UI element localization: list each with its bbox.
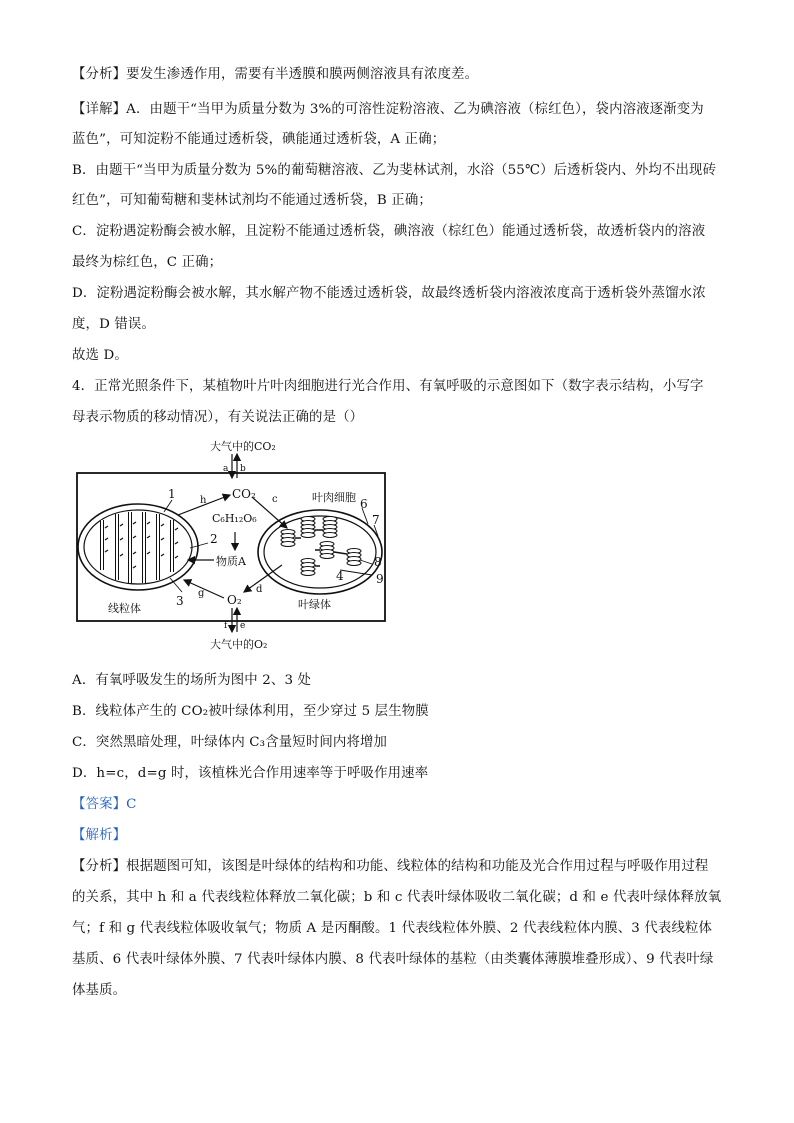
option-d: D．h=c，d=g 时，该植株光合作用速率等于呼吸作用速率 [72,766,429,781]
label-substance-a: 物质A [216,555,246,568]
label-f: f [224,621,228,631]
label-num-3: 3 [176,594,184,608]
label-d: d [256,584,263,595]
explain-line5: 体基质。 [72,983,127,998]
label-mitochondrion: 线粒体 [108,602,141,615]
label-c: c [272,494,278,505]
detail-a-line2: 蓝色”，可知淀粉不能通过透析袋，碘能通过透析袋，A 正确； [72,132,446,147]
granum [323,517,337,538]
chloroplast [258,510,382,594]
label-g: g [198,588,205,599]
explain-line4: 基质、6 代表叶绿体外膜、7 代表叶绿体内膜、8 代表叶绿体的基粒（由类囊体薄膜堆叠形成）、9 代表叶绿 [72,952,714,967]
analysis-text: 【分析】要发生渗透作用，需要有半透膜和膜两侧溶液具有浓度差。 [72,67,479,82]
label-co2: CO₂ [232,487,256,501]
cell-diagram [72,440,392,655]
detail-d-line1: D．淀粉遇淀粉酶会被水解，其水解产物不能透过透析袋，故最终透析袋内溶液浓度高于透析袋外蒸馏水浓 [72,286,706,301]
label-num-7: 7 [372,513,380,527]
granum [281,530,295,547]
label-b: b [240,464,246,474]
label-num-2: 2 [210,532,218,546]
label-h: h [200,495,207,506]
detail-c-line2: 最终为棕红色，C 正确； [72,255,223,270]
label-chloroplast: 叶绿体 [298,598,331,611]
label-glucose: C₆H₁₂O₆ [212,512,257,525]
explain-line1: 【分析】根据题图可知，该图是叶绿体的结构和功能、线粒体的结构和功能及光合作用过程与呼吸作用过程 [72,859,709,874]
arrow-c [252,497,287,528]
label-num-9: 9 [376,572,384,586]
choice-text: 故选 D。 [72,348,128,363]
detail-b-line2: 红色”，可知葡萄糖和斐林试剂均不能通过透析袋，B 正确； [72,193,432,208]
label-a: a [223,464,229,474]
explain-label: 【解析】 [72,828,127,843]
label-num-1: 1 [168,487,176,501]
answer-label: 【答案】C [72,797,137,812]
option-a: A．有氧呼吸发生的场所为图中 2、3 处 [72,673,312,688]
detail-d-line2: 度，D 错误。 [72,317,155,332]
label-atm-o2: 大气中的O₂ [210,638,268,651]
label-atm-co2: 大气中的CO₂ [210,440,276,453]
label-num-8: 8 [374,555,382,569]
detail-b-line1: B．由题干“当甲为质量分数为 5%的葡萄糖溶液、乙为斐林试剂，水浴（55℃）后透析袋内、外均不出现砖 [72,163,717,178]
granum [320,542,334,559]
granum [347,549,361,566]
explain-line3: 气；f 和 g 代表线粒体吸收氧气；物质 A 是丙酮酸。1 代表线粒体外膜、2 代表线粒体内膜、3 代表线粒体 [72,921,713,936]
granum [301,559,315,576]
granum [301,517,315,538]
option-b: B．线粒体产生的 CO₂被叶绿体利用，至少穿过 5 层生物膜 [72,704,429,719]
detail-c-line1: C．淀粉遇淀粉酶会被水解，且淀粉不能通过透析袋，碘溶液（棕红色）能通过透析袋，故透析袋内的溶液 [72,224,706,239]
label-num-4: 4 [336,569,344,583]
label-cell: 叶肉细胞 [312,491,356,504]
label-e: e [240,621,246,631]
question-stem-line2: 母表示物质的移动情况），有关说法正确的是（） [72,410,364,425]
label-o2: O₂ [227,593,242,607]
explain-line2: 的关系，其中 h 和 a 代表线粒体释放二氧化碳；b 和 c 代表叶绿体吸收二氧化碳；d 和 e 代表叶绿体释放氧 [72,890,722,905]
detail-a-line1: 【详解】A．由题干“当甲为质量分数为 3%的可溶性淀粉溶液、乙为碘溶液（棕红色），袋内溶液逐渐变为 [72,102,704,117]
question-stem-line1: 4．正常光照条件下，某植物叶片叶肉细胞进行光合作用、有氧呼吸的示意图如下（数字表示结构，小写字 [72,379,704,394]
mitochondrion [78,504,198,590]
option-c: C．突然黑暗处理，叶绿体内 C₃含量短时间内将增加 [72,735,388,750]
label-num-6: 6 [360,497,368,511]
